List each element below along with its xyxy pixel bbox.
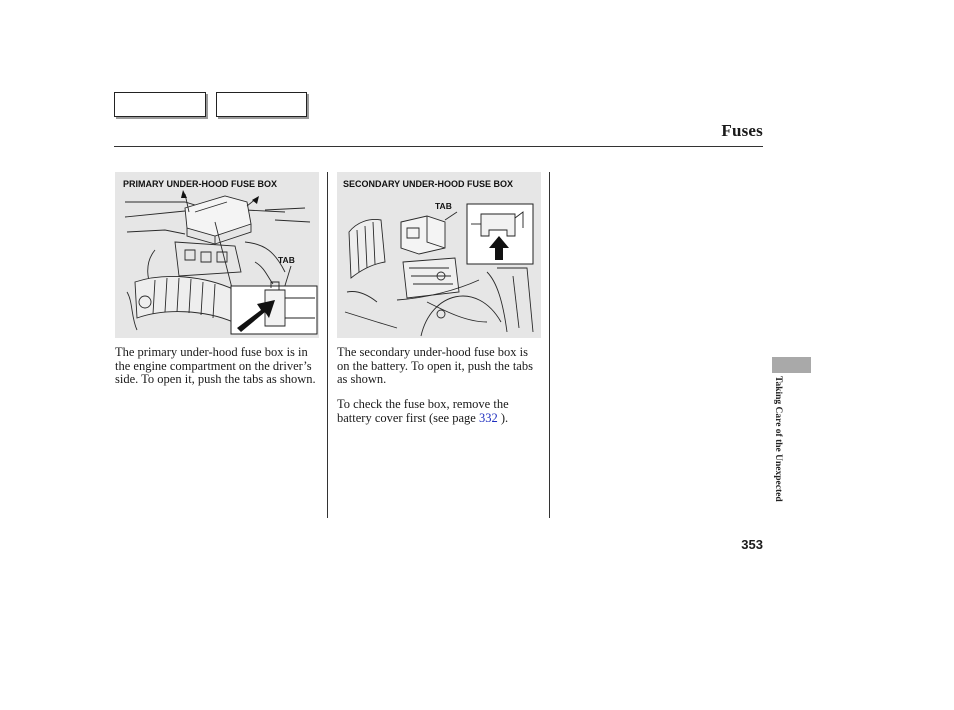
page-number: 353	[741, 537, 763, 552]
column-divider-2	[549, 172, 550, 518]
secondary-fuse-box-illustration	[337, 172, 541, 338]
primary-tab-label: TAB	[278, 255, 295, 265]
column-divider-1	[327, 172, 328, 518]
secondary-figure-caption: SECONDARY UNDER-HOOD FUSE BOX	[343, 179, 514, 189]
secondary-tab-label: TAB	[435, 201, 452, 211]
primary-fuse-box-description: The primary under-hood fuse box is in the engine compartment on the driver’s side. To open it, push the tabs as shown.	[115, 345, 316, 386]
battery-cover-note-prefix: To check the fuse box, remove the battery cover first (see page	[337, 397, 509, 425]
section-tab-marker[interactable]	[772, 357, 811, 373]
battery-cover-note	[337, 398, 542, 425]
page-title: Fuses	[721, 121, 763, 140]
secondary-fuse-box-description: The secondary under-hood fuse box is on the battery. To open it, push the tabs as shown.	[337, 345, 533, 386]
secondary-engine-drawing	[337, 172, 541, 338]
primary-fuse-box-illustration	[115, 172, 319, 338]
section-side-label: Taking Care of the Unexpected	[773, 376, 783, 502]
nav-button-main-menu[interactable]	[114, 92, 206, 117]
page-reference-link[interactable]: 332	[478, 410, 498, 425]
header-divider	[114, 146, 763, 147]
primary-figure-caption: PRIMARY UNDER-HOOD FUSE BOX	[123, 179, 278, 189]
battery-cover-note-suffix: ).	[497, 410, 509, 425]
nav-button-section-index[interactable]	[216, 92, 307, 117]
